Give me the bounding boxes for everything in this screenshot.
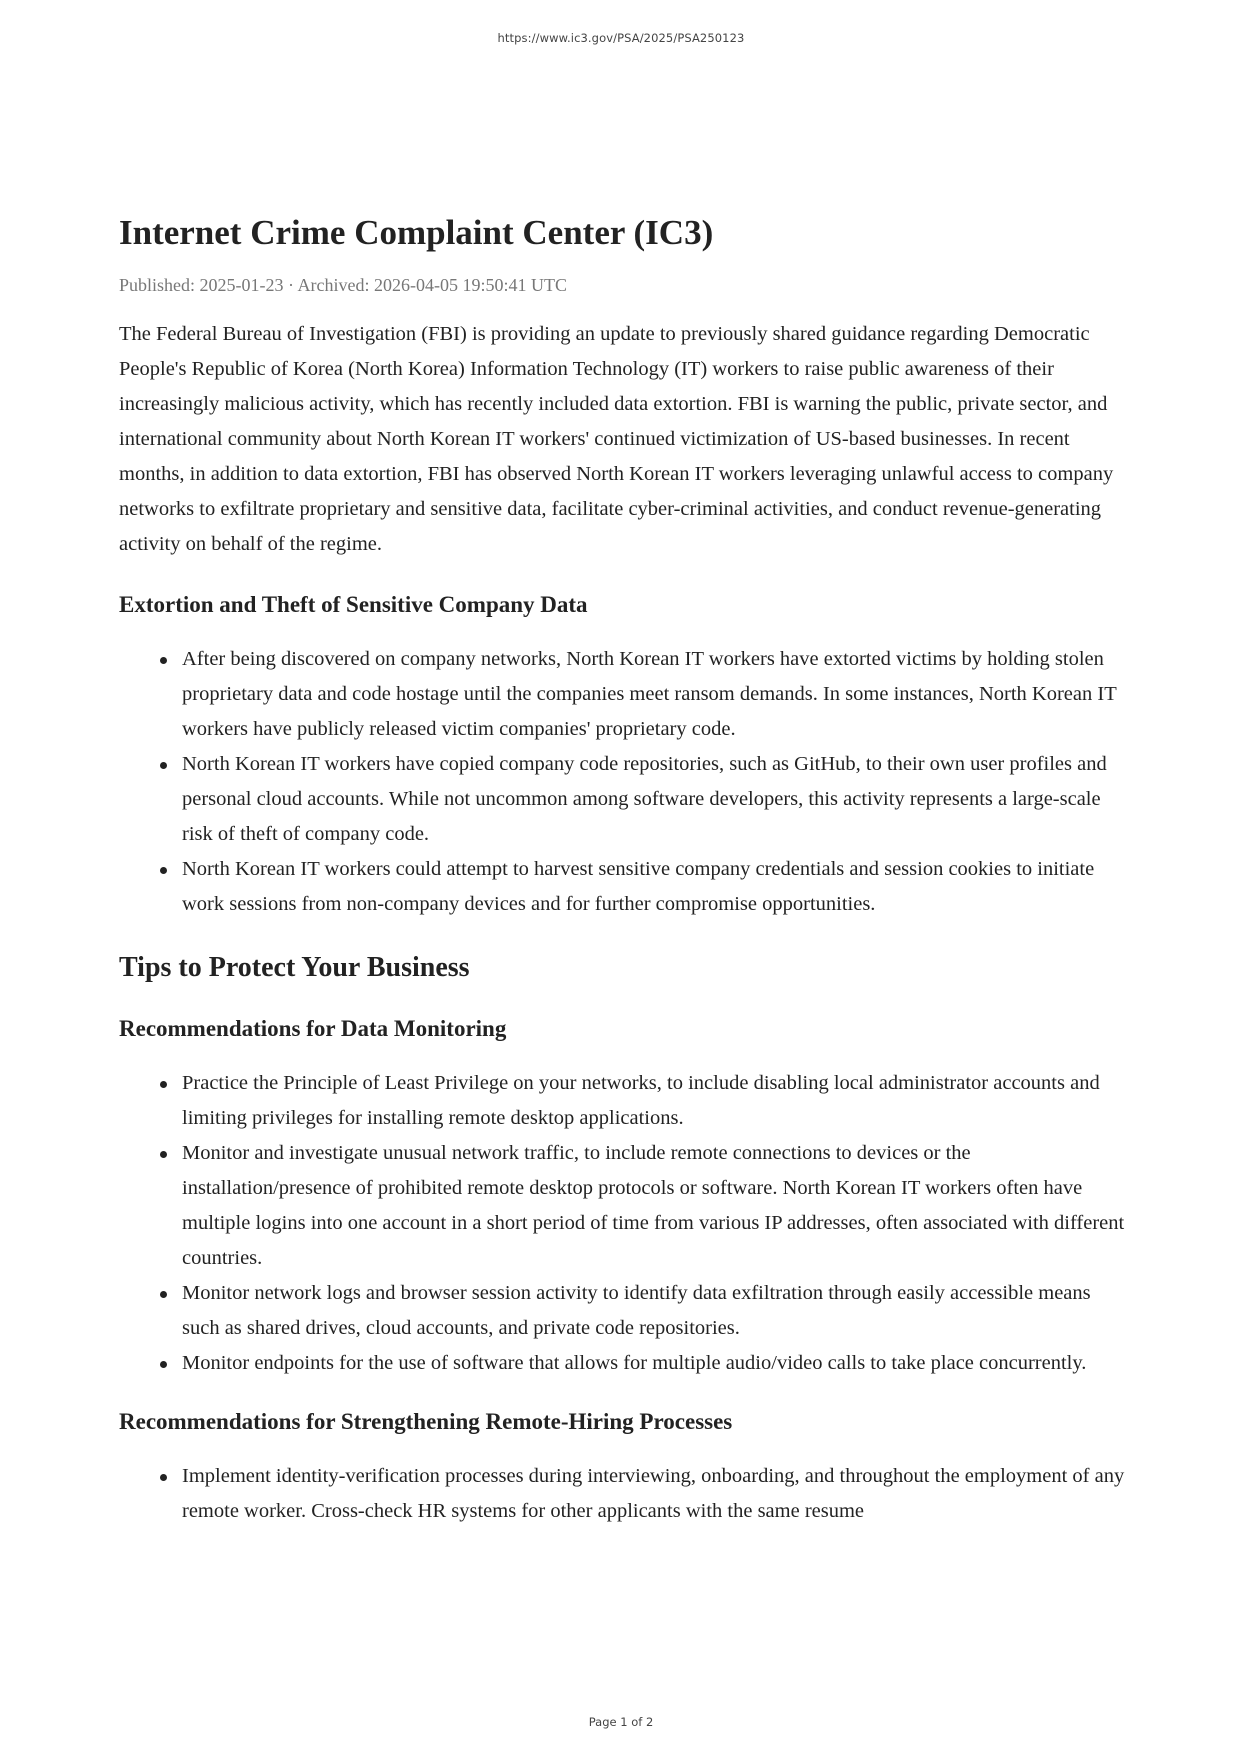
publish-meta: Published: 2025-01-23 · Archived: 2026-04-05 19:50:41 UTC [119,275,567,295]
intro-paragraph: The Federal Bureau of Investigation (FBI) is providing an update to previously shared guidance regarding Democratic People's Republic of Korea (North Korea) Information Technology (IT) workers to raise public awareness of their increasingly malicious activity, which has recently included data extortion. FBI is warning the public, private sector, and international community about North Korean IT workers' continued victimization of US-based businesses. In recent months, in addition to data extortion, FBI has observed North Korean IT workers leveraging unlawful access to company networks to exfiltrate proprietary and sensitive data, facilitate cyber-criminal activities, and conduct revenue-generating activity on behalf of the regime. [119,323,1114,555]
list-item: Monitor network logs and browser session activity to identify data exfiltration through easily accessible means such as shared drives, cloud accounts, and private code repositories. [182,1276,1129,1346]
section-heading-tips: Tips to Protect Your Business [119,952,470,983]
list-item: North Korean IT workers have copied company code repositories, such as GitHub, to their own user profiles and personal cloud accounts. While not uncommon among software developers, this activity represents a large-scale risk of theft of company code. [182,747,1129,852]
page-number-footer: Page 1 of 2 [588,1715,654,1729]
list-item: Monitor and investigate unusual network traffic, to include remote connections to devices or the installation/presence of prohibited remote desktop protocols or software. North Korean IT workers often have multiple logins into one account in a short period of time from various IP addresses, often associated with different countries. [182,1136,1129,1276]
article-content [119,211,1129,1529]
list-item: Practice the Principle of Least Privilege on your networks, to include disabling local administrator accounts and limiting privileges for installing remote desktop applications. [182,1066,1129,1136]
page-url-header: https://www.ic3.gov/PSA/2025/PSA250123 [497,31,745,45]
data-monitoring-list [119,1066,1129,1381]
list-item: North Korean IT workers could attempt to harvest sensitive company credentials and session cookies to initiate work sessions from non-company devices and for further compromise opportunities. [182,852,1129,922]
section-heading-extortion: Extortion and Theft of Sensitive Company Data [119,592,588,617]
page-title: Internet Crime Complaint Center (IC3) [119,213,714,252]
subsection-heading-remote-hiring: Recommendations for Strengthening Remote-Hiring Processes [119,1409,733,1434]
remote-hiring-list [119,1459,1129,1529]
list-item: After being discovered on company networks, North Korean IT workers have extorted victims by holding stolen proprietary data and code hostage until the companies meet ransom demands. In some instances, North Korean IT workers have publicly released victim companies' proprietary code. [182,642,1129,747]
list-item: Monitor endpoints for the use of software that allows for multiple audio/video calls to take place concurrently. [182,1346,1129,1381]
list-item: Implement identity-verification processes during interviewing, onboarding, and throughout the employment of any remote worker. Cross-check HR systems for other applicants with the same resume [182,1459,1129,1529]
subsection-heading-data-monitoring: Recommendations for Data Monitoring [119,1016,507,1041]
extortion-list [119,642,1129,922]
